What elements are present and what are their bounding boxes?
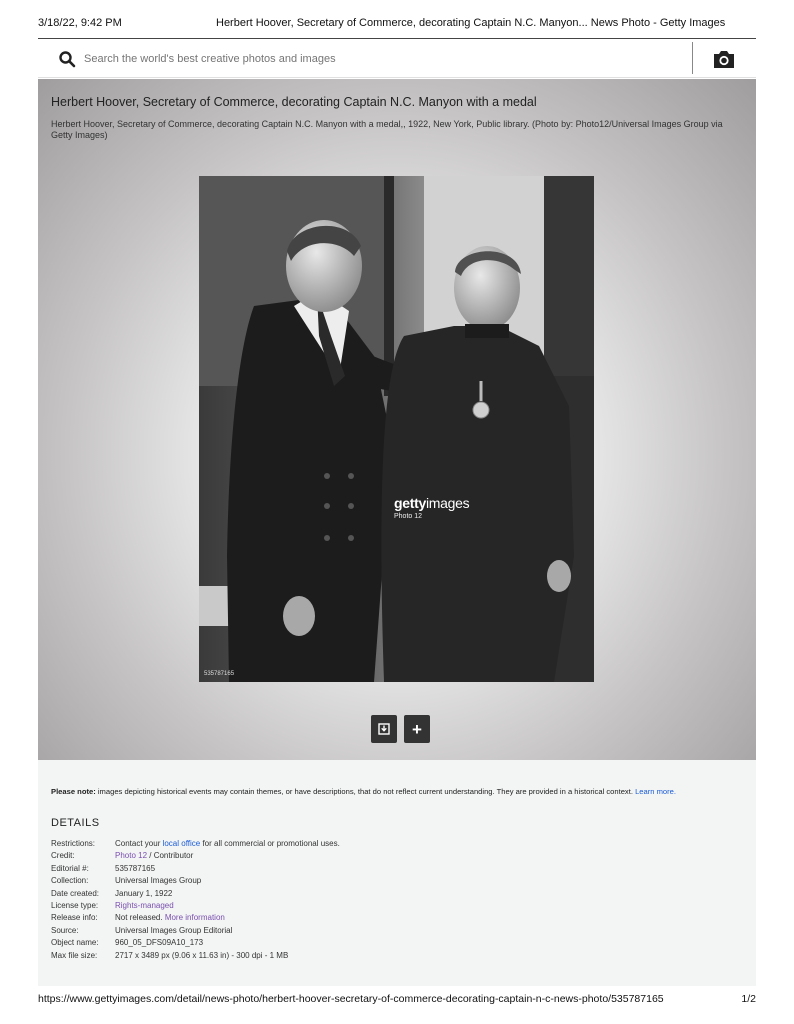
camera-icon[interactable] [712, 49, 736, 69]
detail-row-source: Source: Universal Images Group Editorial [51, 925, 233, 935]
print-footer [38, 993, 756, 1007]
note-label: Please note: [51, 787, 96, 796]
detail-row-filesize: Max file size: 2717 x 3489 px (9.06 x 11.63 in) - 300 dpi - 1 MB [51, 950, 289, 960]
watermark-credit: Photo 12 [394, 513, 423, 520]
detail-row-editorial: Editorial #: 535787165 [51, 863, 156, 873]
print-header [38, 17, 756, 33]
search-divider [692, 42, 693, 74]
download-icon [378, 723, 390, 735]
more-information-link[interactable]: More information [164, 913, 225, 923]
photo-artwork [199, 176, 594, 682]
info-panel [38, 760, 756, 986]
print-page-number: 1/2 [741, 993, 756, 1005]
getty-watermark [394, 495, 469, 520]
detail-row-credit: Credit: Photo 12 / Contributor [51, 851, 194, 861]
print-timestamp: 3/18/22, 9:42 PM [38, 17, 122, 29]
image-title: Herbert Hoover, Secretary of Commerce, decorating Captain N.C. Manyon with a medal [51, 95, 537, 109]
note-text: images depicting historical events may contain themes, or have descriptions, that do not reflect current understanding. They are provided in a historical context. [95, 787, 636, 796]
search-bar [38, 40, 756, 78]
detail-row-collection: Collection: Universal Images Group [51, 876, 202, 886]
detail-row-object: Object name: 960_05_DFS09A10_173 [51, 938, 204, 948]
local-office-link[interactable]: local office [162, 839, 201, 848]
download-button[interactable] [371, 715, 397, 743]
image-caption: Herbert Hoover, Secretary of Commerce, decorating Captain N.C. Manyon with a medal,, 1922, New York, Public library. (Photo by: Photo12/Universal Images Group via Getty Images) [51, 119, 723, 140]
learn-more-link[interactable]: Learn more. [635, 787, 677, 796]
credit-link[interactable]: Photo 12 [115, 851, 148, 861]
detail-row-release: Release info: Not released. More information [51, 913, 225, 923]
detail-row-date: Date created: January 1, 1922 [51, 888, 173, 898]
detail-row-license: License type: Rights-managed [51, 900, 340, 912]
search-input[interactable] [84, 49, 684, 69]
historical-note [51, 787, 676, 796]
details-list [51, 838, 340, 962]
print-page-title: Herbert Hoover, Secretary of Commerce, decorating Captain N.C. Manyon... News Photo - Getty Images [216, 17, 726, 29]
detail-row-restrictions: Restrictions: Contact your local office for all commercial or promotional uses. [51, 839, 340, 848]
print-header-rule [38, 38, 756, 39]
news-photo[interactable] [199, 176, 594, 682]
license-type-link[interactable]: Rights-managed [115, 900, 174, 910]
search-icon[interactable] [58, 50, 76, 68]
details-heading: DETAILS [51, 817, 100, 829]
image-hero [38, 79, 756, 760]
watermark-logo: gettyimages [394, 495, 470, 511]
photo-id-label: 535787165 [204, 671, 235, 677]
print-url: https://www.gettyimages.com/detail/news-photo/herbert-hoover-secretary-of-commerce-decorating-captain-n-c-news-photo/535787165 [38, 993, 664, 1005]
add-to-board-button[interactable]: + [404, 715, 430, 743]
